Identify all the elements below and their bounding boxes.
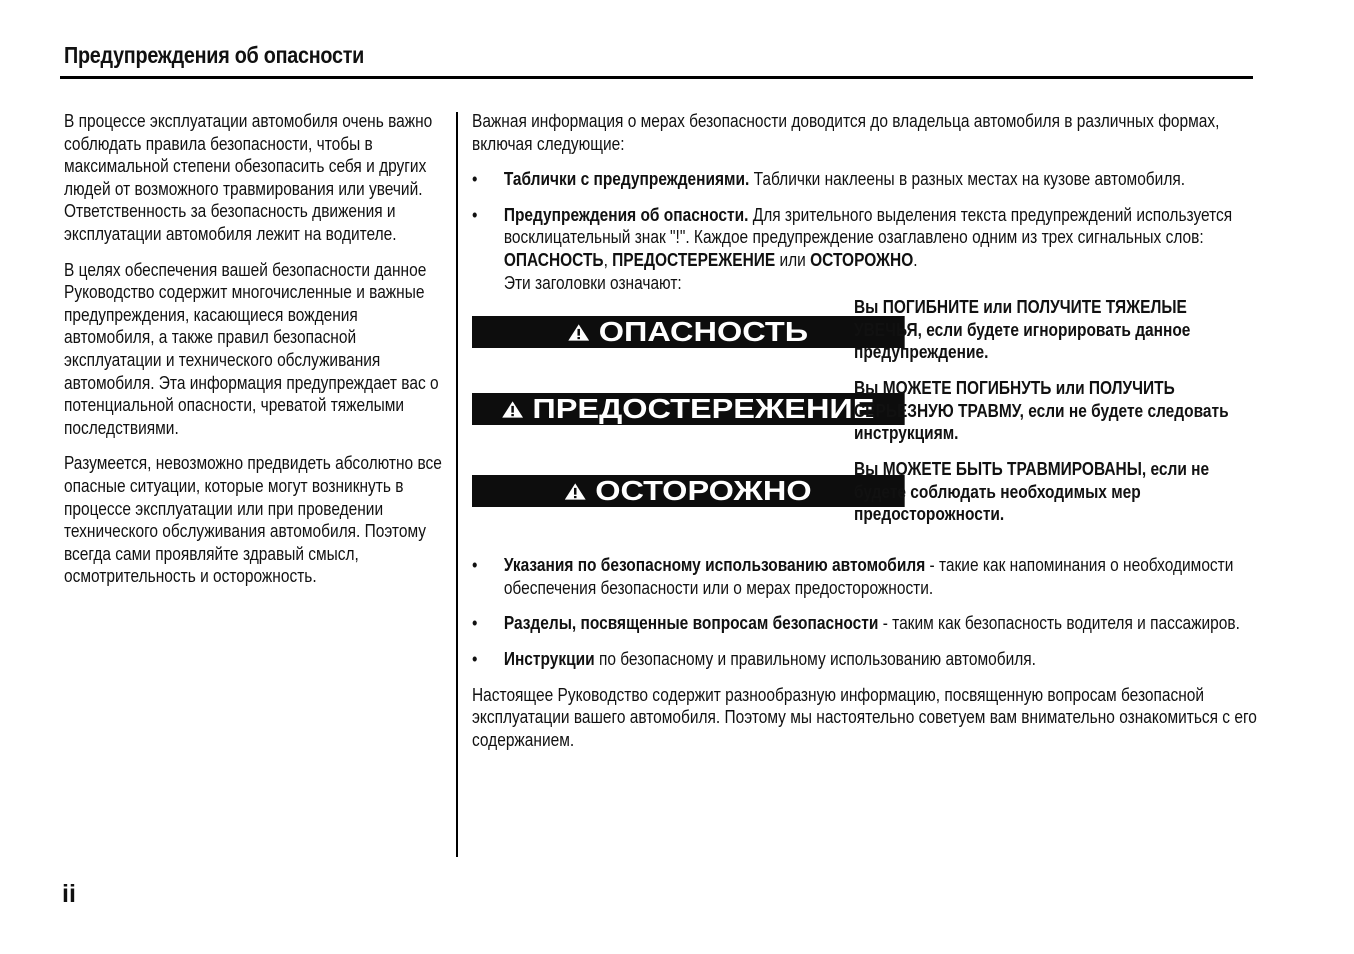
- left-paragraph: В процессе эксплуатации автомобиля очень важно соблюдать правила безопасности, чтобы в максимальной степени обезопасить себя и других людей от возможного травмирования или увечий. Ответственность за безопасность движения и эксплуатации автомобиля лежит на водителе.: [64, 111, 433, 244]
- bullet-heading: Инструкции: [503, 648, 595, 669]
- caution-label-bar: [472, 475, 905, 507]
- period-text: .: [913, 249, 918, 270]
- signal-word: ОПАСНОСТЬ: [503, 249, 604, 270]
- right-column: [472, 110, 1354, 764]
- warning-label-bar: [472, 393, 905, 425]
- bullet-dot: •: [472, 204, 478, 225]
- danger-label-bar: [472, 316, 905, 348]
- title-underline: [60, 76, 1253, 79]
- separator-text: ,: [603, 249, 613, 270]
- signal-words-table: [472, 297, 1354, 544]
- bullet-heading: Указания по безопасному использованию автомобиля: [503, 555, 926, 576]
- warning-triangle-icon: [502, 401, 523, 418]
- bullet-dot: •: [472, 613, 478, 634]
- bullet-dot: •: [472, 555, 478, 576]
- bullet-item: [472, 168, 1263, 191]
- closing-paragraph: Настоящее Руководство содержит разнообразную информацию, посвященную вопросам безопасной эксплуатации вашего автомобиля. Поэтому мы настоятельно советуем вам внимательно ознакомиться с его содержанием.: [472, 684, 1257, 750]
- danger-label: ОПАСНОСТЬ: [598, 316, 809, 348]
- left-paragraph: Разумеется, невозможно предвидеть абсолютно все опасные ситуации, которые могут возникнуть в процессе эксплуатации или при проведении технического обслуживания автомобиля. Поэтому всегда сами проявляйте здравый смысл, осмотрительность и осторожность.: [64, 453, 442, 587]
- bullet-item: [472, 612, 1263, 635]
- bullet-text: по безопасному и правильному использованию автомобиля.: [594, 648, 1036, 669]
- warning-label: ПРЕДОСТЕРЕЖЕНИЕ: [532, 393, 875, 425]
- danger-description: Вы ПОГИБНИТЕ или ПОЛУЧИТЕ ТЯЖЕЛЫЕ УВЕЧЬЯ, если будете игнорировать данное предупреждение.: [854, 297, 1191, 363]
- bullet-heading: Разделы, посвященные вопросам безопасности: [503, 613, 879, 634]
- bullet-item: [472, 554, 1263, 599]
- caution-label: ОСТОРОЖНО: [595, 475, 812, 507]
- warning-triangle-icon: [569, 324, 590, 341]
- bullet-text: Таблички наклеены в разных местах на кузове автомобиля.: [749, 169, 1186, 190]
- left-column: [64, 110, 504, 601]
- bullet-text: - таким как безопасность водителя и пассажиров.: [878, 613, 1240, 634]
- warning-description: Вы МОЖЕТЕ ПОГИБНУТЬ или ПОЛУЧИТЬ СЕРЬЕЗНУЮ ТРАВМУ, если не будете следовать инструкциям.: [854, 378, 1229, 444]
- caution-description: Вы МОЖЕТЕ БЫТЬ ТРАВМИРОВАНЫ, если не будете соблюдать необходимых мер предосторожности.: [854, 459, 1210, 525]
- bullet-heading: Таблички с предупреждениями.: [503, 169, 750, 190]
- bullet-text: Для зрительного выделения текста предупреждений используется восклицательный знак "!". Каждое предупреждение озаглавлено одним из трех сигнальных слов:: [503, 204, 1233, 248]
- bullet-heading: Предупреждения об опасности.: [503, 204, 749, 225]
- warning-triangle-icon: [565, 483, 586, 500]
- intro-paragraph: Важная информация о мерах безопасности доводится до владельца автомобиля в различных формах, включая следующие:: [472, 111, 1220, 154]
- page-title: Предупреждения об опасности: [64, 42, 365, 68]
- signal-word: ПРЕДОСТЕРЕЖЕНИЕ: [612, 249, 776, 270]
- bullet-subline: Эти заголовки означают:: [503, 272, 682, 293]
- bullet-item: [472, 204, 1263, 294]
- separator-text: или: [775, 249, 811, 270]
- signal-word: ОСТОРОЖНО: [810, 249, 914, 270]
- left-paragraph: В целях обеспечения вашей безопасности данное Руководство содержит многочисленные и важные предупреждения, касающиеся вождения автомобиля, а также правил безопасной эксплуатации и технического обслуживания автомобиля. Эта информация предупреждает вас о потенциальной опасности, чреватой тяжелыми последствиями.: [64, 259, 439, 438]
- bullet-dot: •: [472, 648, 478, 669]
- page-number: ii: [62, 880, 76, 908]
- bullet-dot: •: [472, 169, 478, 190]
- bullet-item: [472, 648, 1263, 671]
- bullet-text: - такие как напоминания о необходимости обеспечения безопасности или о мерах предосторожности.: [503, 555, 1234, 598]
